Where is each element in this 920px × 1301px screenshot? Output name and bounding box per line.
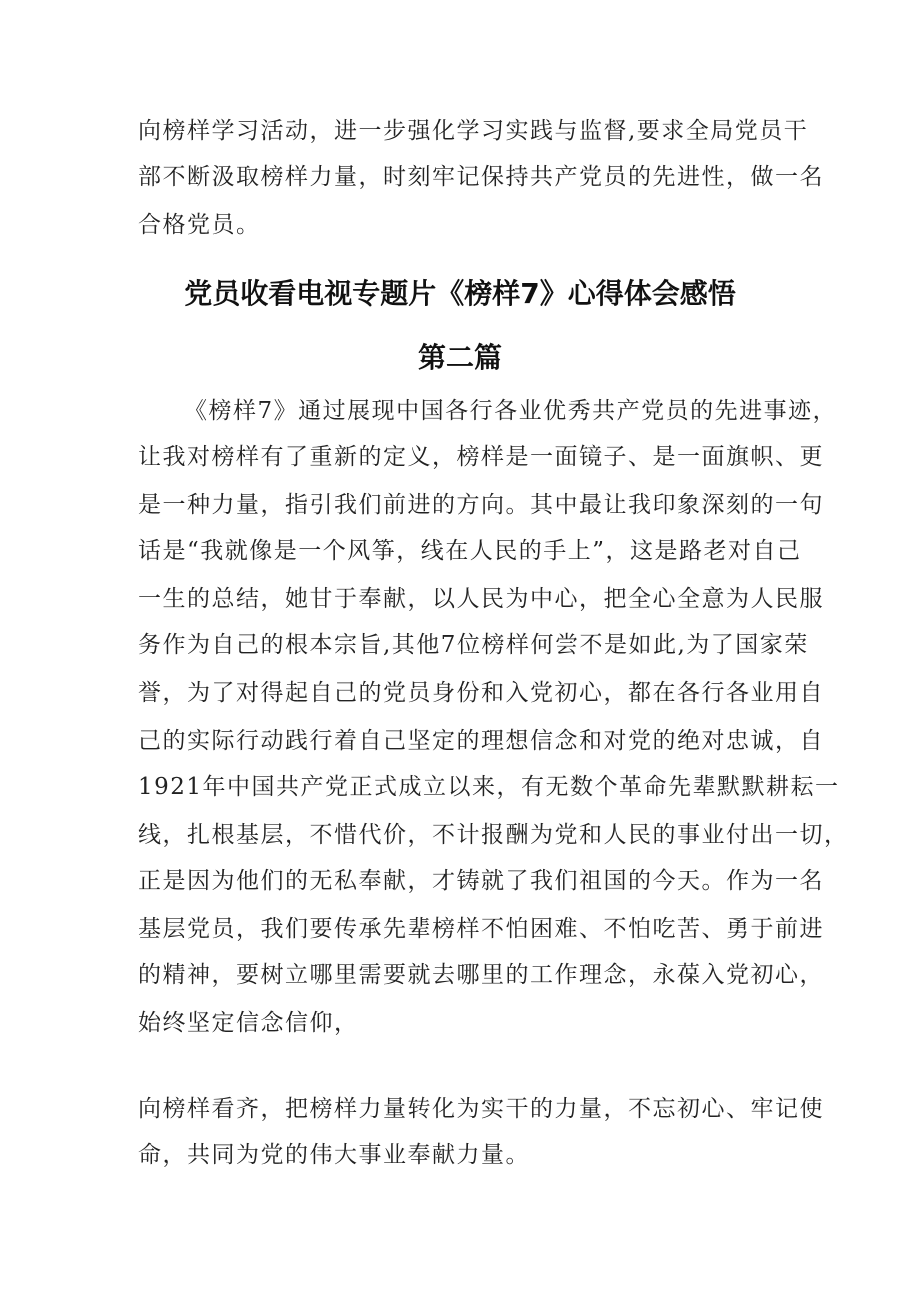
closing-line-1: 向榜样看齐，把榜样力量转化为实干的力量，不忘初心、牢记使	[138, 1096, 824, 1122]
body-line-1: 《榜样7》通过展现中国各行各业优秀共产党员的先进事迹，	[184, 398, 838, 424]
body-line-5: 一生的总结，她甘于奉献，以人民为中心，把全心全意为人民服	[138, 586, 824, 612]
body-line-12: 基层党员，我们要传承先辈榜样不怕困难、不怕吃苦、勇于前进	[138, 916, 824, 942]
closing-line-2: 命，共同为党的伟大事业奉献力量。	[138, 1142, 530, 1168]
body-line-14: 始终坚定信念信仰，	[138, 1010, 359, 1036]
intro-line-2: 部不断汲取榜样力量，时刻牢记保持共产党员的先进性，做一名	[138, 164, 824, 190]
body-line-6: 务作为自己的根本宗旨,其他7位榜样何尝不是如此,为了国家荣	[138, 632, 809, 658]
body-line-10: 线，扎根基层，不惜代价，不计报酬为党和人民的事业付出一切，	[138, 822, 849, 848]
body-line-2: 让我对榜样有了重新的定义，榜样是一面镜子、是一面旗帜、更	[138, 444, 824, 470]
body-line-7: 誉，为了对得起自己的党员身份和入党初心，都在各行各业用自	[138, 680, 824, 706]
article-subtitle: 第二篇	[417, 341, 502, 374]
body-line-4: 话是“我就像是一个风筝，线在人民的手上”，这是路老对自己	[138, 538, 802, 564]
intro-line-1: 向榜样学习活动，进一步强化学习实践与监督,要求全局党员干	[138, 118, 809, 144]
body-line-9: 1921年中国共产党正式成立以来，有无数个革命先辈默默耕耘一	[138, 774, 840, 800]
body-line-8: 己的实际行动践行着自己坚定的理想信念和对党的绝对忠诚，自	[138, 728, 824, 754]
body-line-3: 是一种力量，指引我们前进的方向。其中最让我印象深刻的一句	[138, 492, 824, 518]
body-line-13: 的精神，要树立哪里需要就去哪里的工作理念，永葆入党初心，	[138, 962, 824, 988]
body-line-11: 正是因为他们的无私奉献，才铸就了我们祖国的今天。作为一名	[138, 868, 824, 894]
intro-line-3: 合格党员。	[138, 212, 261, 238]
article-title: 党员收看电视专题片《榜样7》心得体会感悟	[184, 277, 736, 310]
